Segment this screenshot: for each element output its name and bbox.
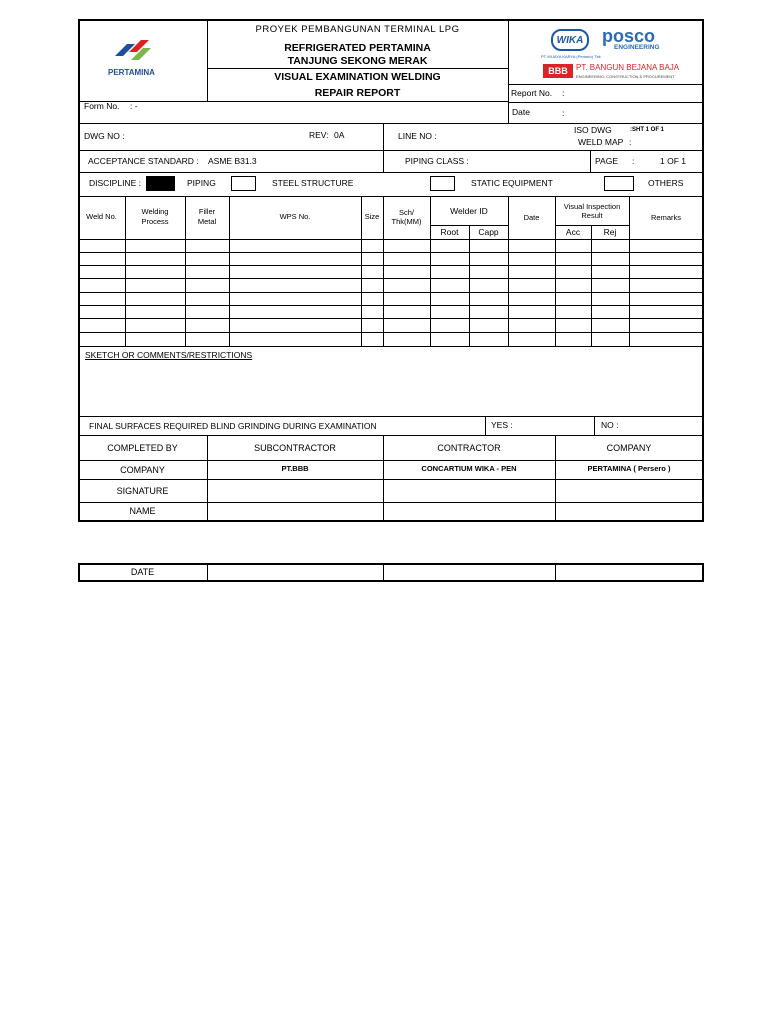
bbb-logo: [543, 64, 573, 78]
iso-dwg-label: ISO DWG: [574, 125, 612, 135]
final-surface-yes: YES :: [491, 420, 513, 430]
wika-logo-text: WIKA: [556, 35, 584, 46]
date-company[interactable]: [556, 565, 702, 580]
sketch-label: SKETCH OR COMMENTS/RESTRICTIONS: [85, 350, 253, 360]
col-root: Root: [440, 227, 459, 237]
date-subcontractor[interactable]: [208, 565, 383, 580]
col-filler-2: Metal: [197, 217, 217, 226]
weld-map-label: WELD MAP: [578, 137, 624, 147]
date-row-label: DATE: [130, 567, 155, 577]
bbb-subtext: ENGINEERING, CONSTRUCTION & PROCUREMENT: [576, 74, 675, 79]
rev-value: 0A: [334, 130, 345, 140]
wika-logo: [551, 29, 589, 51]
title-line2: TANJUNG SEKONG MERAK: [287, 55, 428, 67]
piping-class-label: PIPING CLASS :: [405, 156, 469, 166]
pertamina-logo-text: PERTAMINA: [108, 68, 155, 77]
line-no-label: LINE NO :: [398, 131, 437, 141]
col-sch-1: Sch/: [398, 208, 414, 217]
acceptance-value: ASME B31.3: [208, 156, 257, 166]
posco-subtext: ENGINEERING: [614, 44, 660, 51]
subcontractor-head: SUBCONTRACTOR: [254, 443, 336, 453]
signature-contractor[interactable]: [384, 480, 555, 502]
piping-checkbox[interactable]: [231, 176, 256, 191]
col-capp: Capp: [478, 227, 499, 237]
completed-by: COMPLETED BY: [107, 443, 178, 453]
col-wps: WPS No.: [279, 212, 311, 221]
wika-subtext: PT WIJAYA KARYA (Persero) Tbk: [541, 54, 601, 59]
date-label: Date: [512, 107, 530, 117]
signature-label: SIGNATURE: [116, 486, 169, 496]
date-colon: :: [562, 108, 565, 118]
col-sch-2: Thk(MM): [391, 217, 422, 226]
col-date: Date: [523, 213, 540, 222]
col-acc: Acc: [565, 227, 581, 237]
col-vir-2: Result: [581, 211, 603, 220]
name-subcontractor[interactable]: [208, 503, 383, 520]
col-vir-1: Visual Inspection: [563, 202, 621, 211]
project-title: PROYEK PEMBANGUNAN TERMINAL LPG: [255, 24, 460, 35]
discipline-others: OTHERS: [648, 178, 684, 188]
form-no-label: Form No.: [84, 101, 120, 111]
signature-company[interactable]: [556, 480, 702, 502]
form-no-value: : -: [130, 101, 138, 111]
title-line1: REFRIGERATED PERTAMINA: [284, 42, 431, 54]
contractor-head: CONTRACTOR: [437, 443, 501, 453]
page-label: PAGE: [595, 156, 618, 166]
col-remarks: Remarks: [650, 213, 681, 222]
bbb-name: PT. BANGUN BEJANA BAJA: [576, 63, 680, 72]
discipline-checkbox-filled[interactable]: [146, 176, 175, 191]
col-weld-no: Weld No.: [86, 212, 117, 221]
dwg-no-label: DWG NO :: [84, 131, 125, 141]
contractor-company-name: CONCARTIUM WIKA - PEN: [421, 464, 517, 473]
posco-logo-text: posco: [602, 26, 656, 46]
discipline-label: DISCIPLINE :: [89, 178, 141, 188]
col-welding-process-2: Process: [141, 217, 169, 226]
date-contractor[interactable]: [384, 565, 555, 580]
acceptance-label: ACCEPTANCE STANDARD :: [88, 156, 199, 166]
page-value: 1 OF 1: [660, 156, 686, 166]
name-label: NAME: [129, 506, 156, 516]
report-no-colon: :: [562, 88, 565, 98]
company-head: COMPANY: [606, 443, 652, 453]
report-title-line1: VISUAL EXAMINATION WELDING: [274, 71, 441, 83]
page-colon: :: [632, 156, 635, 166]
discipline-static: STATIC EQUIPMENT: [471, 178, 553, 188]
final-surface-label: FINAL SURFACES REQUIRED BLIND GRINDING DURING EXAMINATION: [89, 421, 377, 431]
steel-structure-checkbox[interactable]: [430, 176, 455, 191]
weld-map-colon: :: [629, 137, 632, 147]
col-filler-1: Filler: [198, 207, 216, 216]
discipline-steel: STEEL STRUCTURE: [272, 178, 354, 188]
report-no-label: Report No.: [511, 88, 553, 98]
col-size: Size: [364, 212, 380, 221]
name-contractor[interactable]: [384, 503, 555, 520]
discipline-piping: PIPING: [187, 178, 216, 188]
col-welding-process-1: Welding: [141, 207, 169, 216]
rev-label: REV:: [309, 130, 329, 140]
final-surface-no: NO :: [601, 420, 619, 430]
owner-company-name: PERTAMINA ( Persero ): [587, 464, 671, 473]
col-rej: Rej: [603, 227, 617, 237]
iso-dwg-value: :SHT 1 OF 1: [630, 127, 665, 133]
static-equipment-checkbox[interactable]: [604, 176, 634, 191]
col-welder-id: Welder ID: [450, 206, 488, 216]
report-title-line2: REPAIR REPORT: [314, 87, 401, 99]
name-company[interactable]: [556, 503, 702, 520]
bbb-logo-text: BBB: [548, 66, 568, 76]
sketch-area[interactable]: [80, 362, 701, 415]
sub-company-name: PT.BBB: [281, 464, 309, 473]
company-row-label: COMPANY: [120, 465, 165, 475]
signature-subcontractor[interactable]: [208, 480, 383, 502]
